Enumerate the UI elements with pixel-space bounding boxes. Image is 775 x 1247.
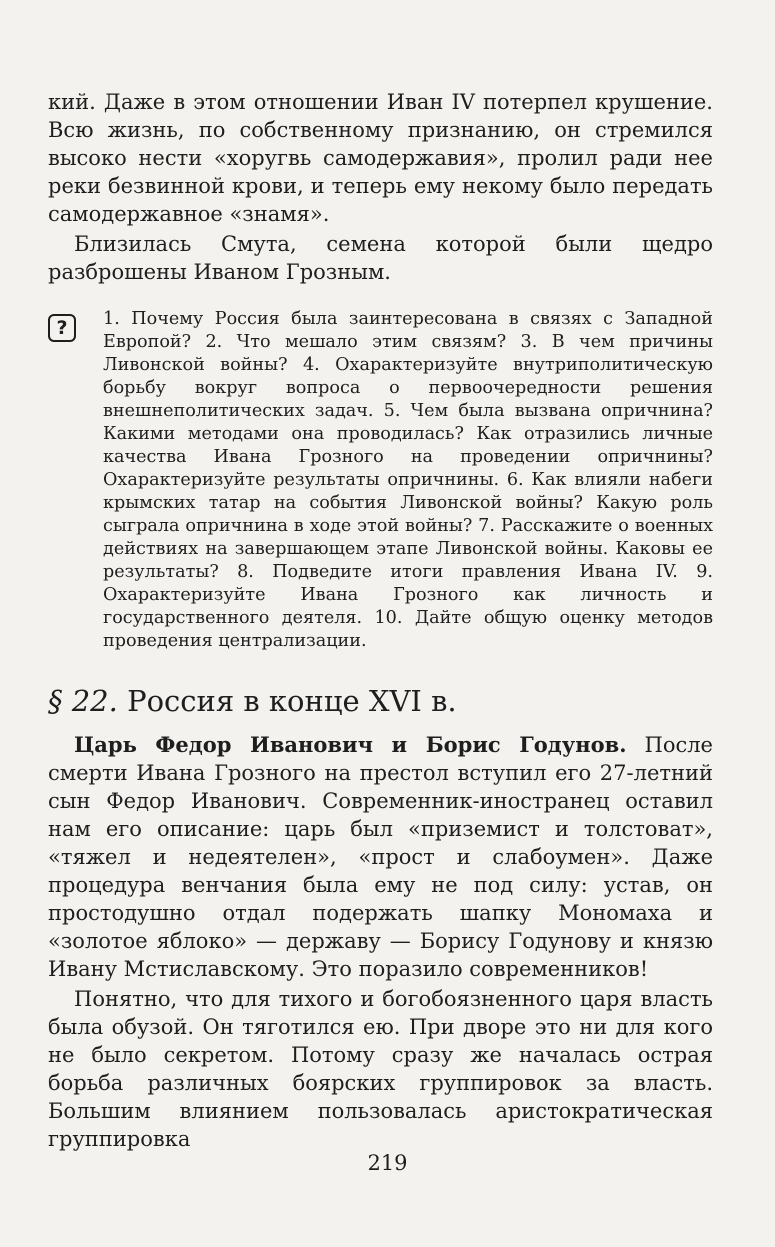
review-questions-text: 1. Почему Россия была заинтересована в связях с Западной Европой? 2. Что мешало этим связям? 3. В чем причины Ливонской войны? 4. Охарактеризуйте внутриполитическую борьбу вокруг вопроса о первоочередности решения внешнеполитических задач. 5. Чем была вызвана опричнина? Какими методами она проводилась? Как отразились личные качества Ивана Грозного на проведении опричнины? Охарактеризуйте результаты опричнины. 6. Как влияли набеги крымских татар на события Ливонской войны? Какую роль сыграла опричнина в ходе этой войны? 7. Расскажите о военных действиях на завершающем этапе Ливонской войны. Каковы ее результаты? 8. Подведите итоги правления Ивана IV. 9. Охарактеризуйте Ивана Грозного как личность и государственного деятеля. 10. Дайте общую оценку методов проведения централизации. (103, 309, 713, 651)
section-number: § 22. (48, 684, 118, 718)
paragraph-power-struggle: Понятно, что для тихого и богобоязненного царя власть была обузой. Он тяготился ею. При дворе это ни для кого не было секретом. Потому сразу же началась острая борьба различных боярских группировок за власть. Большим влиянием пользовалась аристократическая группировка (48, 987, 713, 1151)
paragraph-fedor-text: После смерти Ивана Грозного на престол вступил его 27-летний сын Федор Иванович. Современник-иностранец оставил нам его описание: царь был «приземист и толстоват», «тяжел и недеятелен», «прост и слабоумен». Даже процедура венчания была ему не под силу: устав, он простодушно отдал подержать шапку Мономаха и «золотое яблоко» — державу — Борису Годунову и князю Ивану Мстиславскому. Это поразило современников! (48, 733, 713, 981)
section-heading (48, 683, 713, 719)
section-title: Россия в конце XVI в. (127, 684, 457, 718)
paragraph-smuta: Близилась Смута, семена которой были щедро разброшены Иваном Грозным. (48, 232, 713, 284)
review-questions (48, 308, 713, 653)
page-content (48, 88, 713, 1153)
paragraph-fedor (48, 731, 713, 983)
section-body (48, 731, 713, 1153)
paragraph-continuation: кий. Даже в этом отношении Иван IV потерпел крушение. Всю жизнь, по собственному признанию, он стремился высоко нести «хоругвь самодержавия», пролил ради нее реки безвинной крови, и теперь ему некому было передать самодержавное «знамя». (48, 90, 713, 226)
page-number: 219 (367, 1151, 408, 1175)
runin-heading: Царь Федор Иванович и Борис Годунов. (74, 732, 627, 757)
question-mark-icon: ? (48, 314, 76, 342)
